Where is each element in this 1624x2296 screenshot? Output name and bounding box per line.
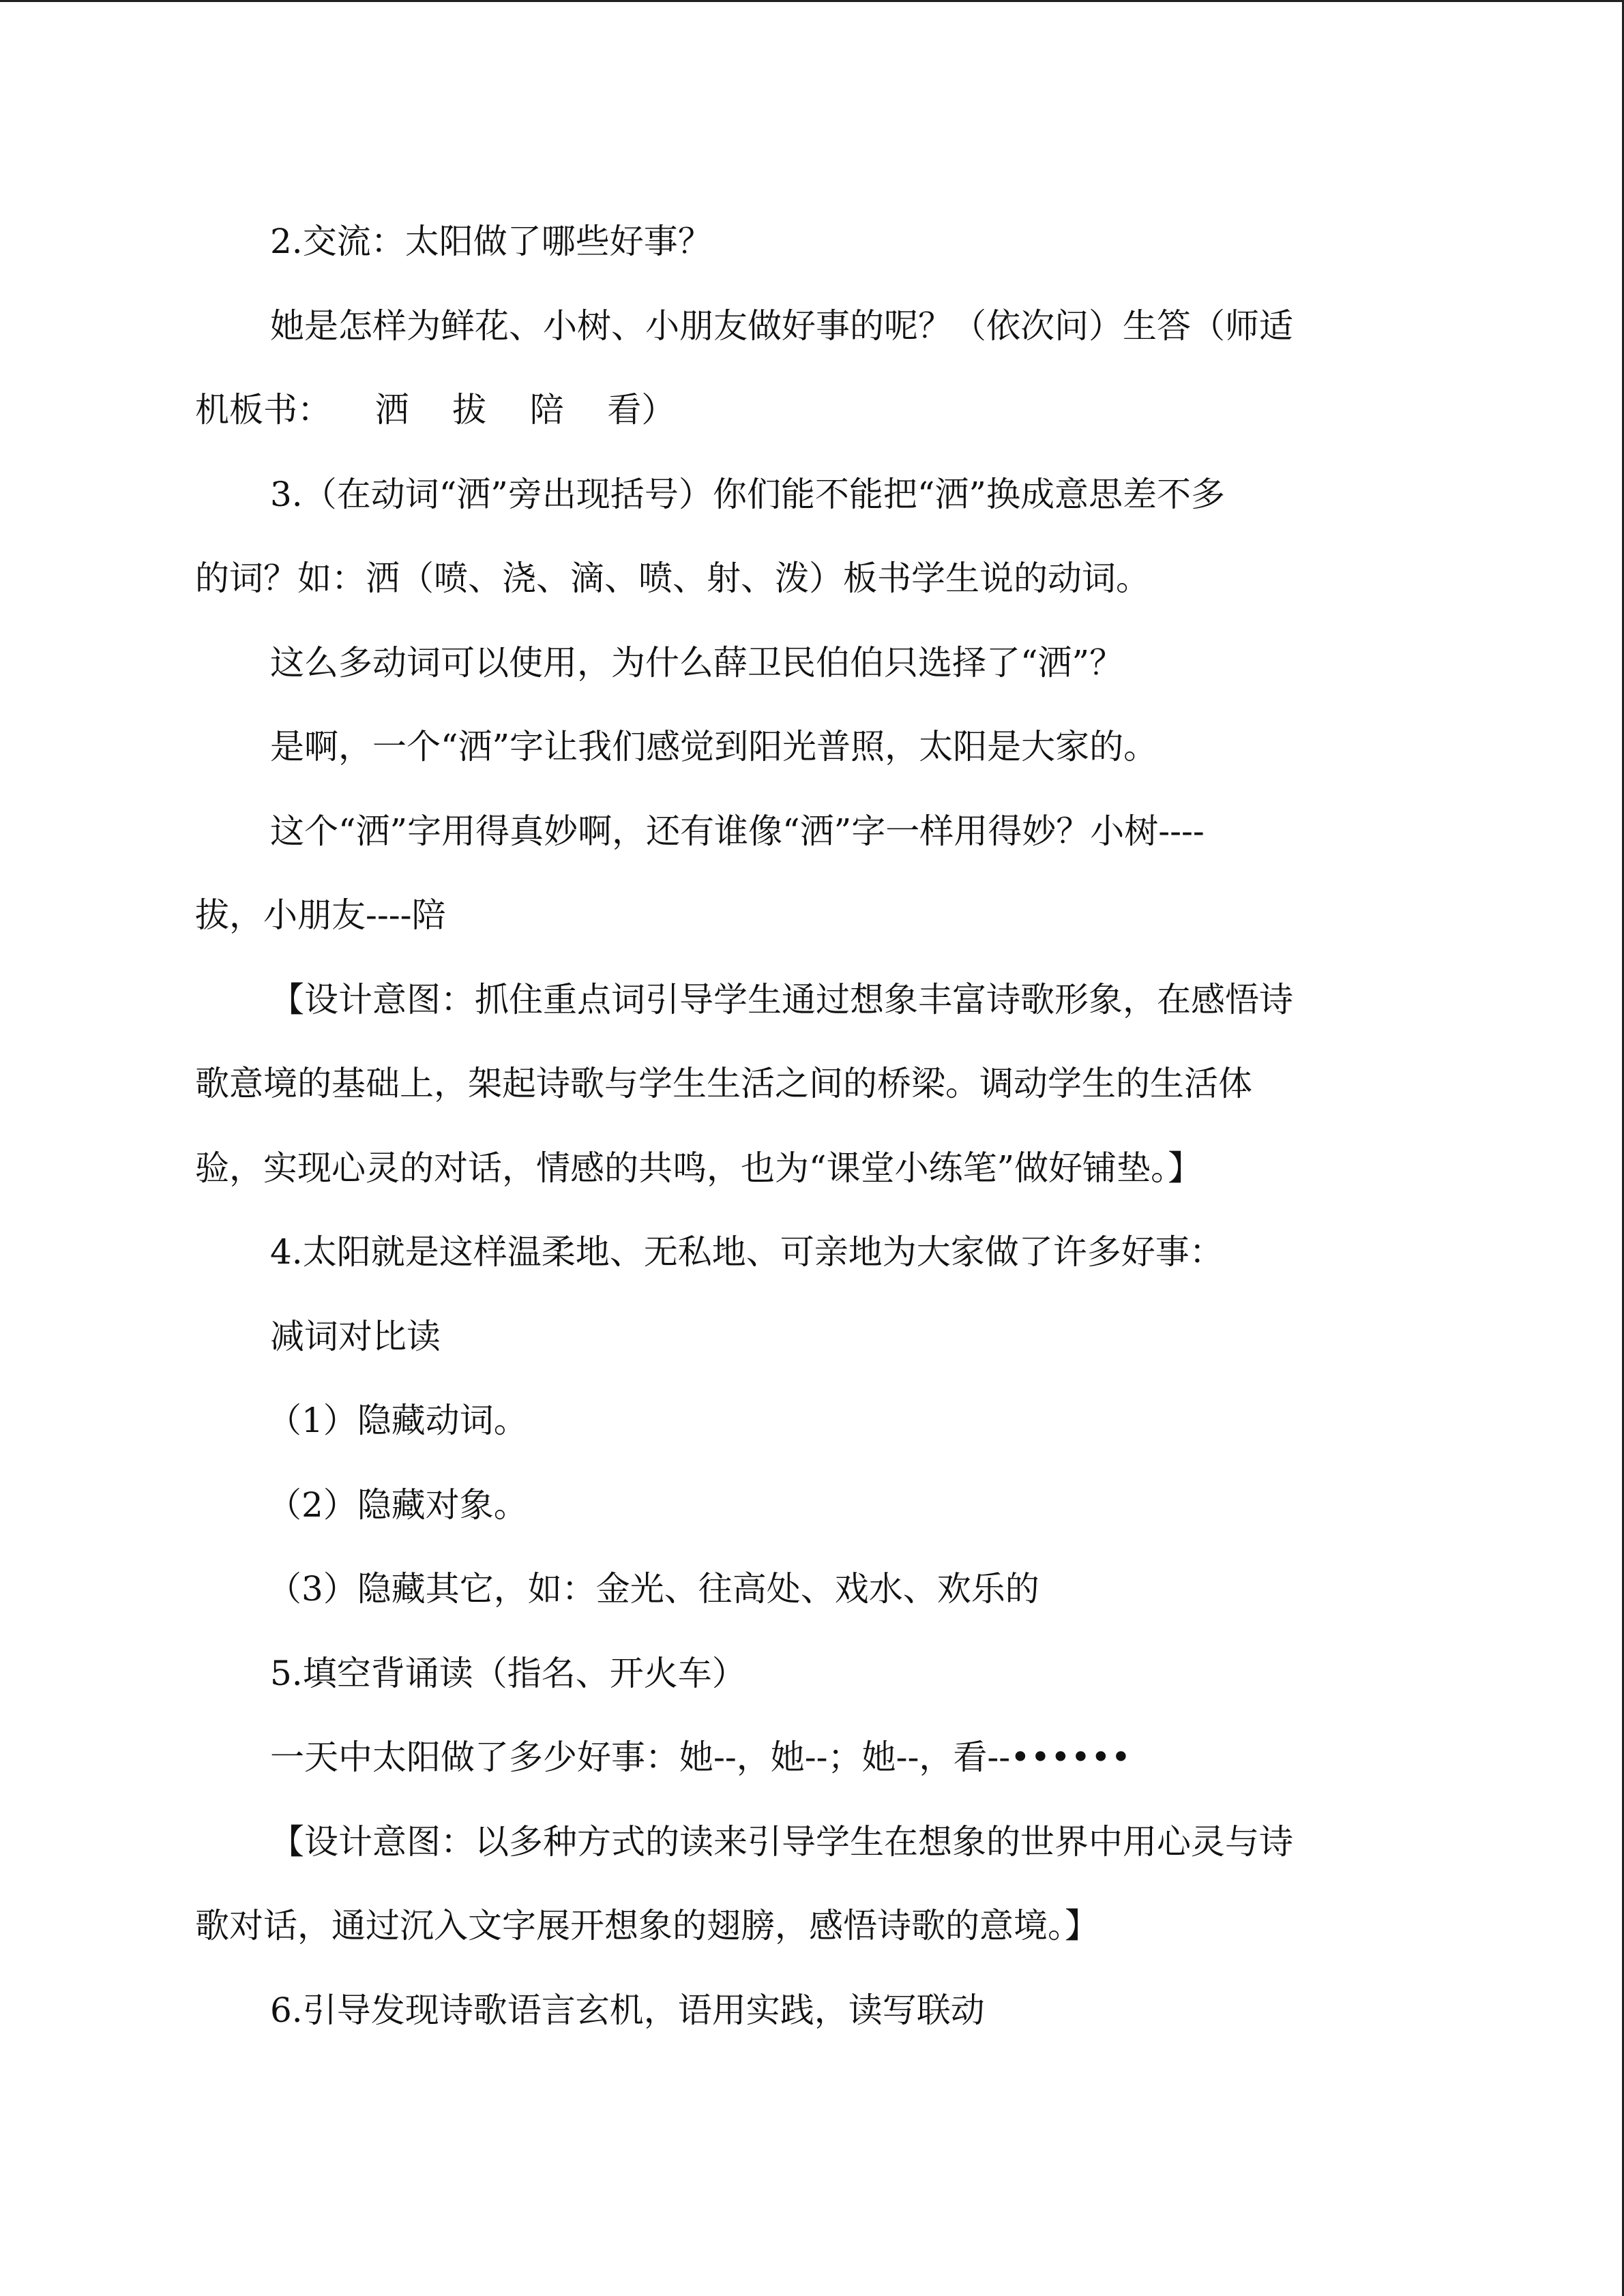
paragraph-line: 的词？如：洒（喷、浇、滴、喷、射、泼）板书学生说的动词。 <box>195 558 1150 598</box>
design-intent-note: 歌对话，通过沉入文字展开想象的翅膀，感悟诗歌的意境。】 <box>195 1906 1099 1945</box>
paragraph-line: 一天中太阳做了多少好事：她--，她--；她--，看--•••••• <box>270 1738 1132 1777</box>
design-intent-note: 歌意境的基础上，架起诗歌与学生生活之间的桥梁。调动学生的生活体 <box>195 1064 1252 1103</box>
paragraph-line: 这个“洒”字用得真妙啊，还有谁像“洒”字一样用得妙？小树---- <box>270 811 1205 851</box>
blackboard-words-line: 机板书： 洒 拔 陪 看） <box>195 390 676 430</box>
paragraph-line: 拔，小朋友----陪 <box>195 895 446 935</box>
list-item: （1）隐藏动词。 <box>267 1401 528 1440</box>
document-body <box>195 200 1430 2053</box>
design-intent-note: 验，实现心灵的对话，情感的共鸣，也为“课堂小练笔”做好铺垫。】 <box>195 1148 1202 1188</box>
paragraph-line: 这么多动词可以使用，为什么薛卫民伯伯只选择了“洒”？ <box>270 642 1124 683</box>
paragraph-line: 是啊，一个“洒”字让我们感觉到阳光普照，太阳是大家的。 <box>270 727 1158 766</box>
paragraph-line: 她是怎样为鲜花、小树、小朋友做好事的呢？（依次问）生答（师适 <box>270 305 1293 346</box>
paragraph-line: 减词对比读 <box>270 1316 441 1356</box>
section-2-heading: 2.交流：太阳做了哪些好事？ <box>270 222 712 261</box>
section-4-heading: 4.太阳就是这样温柔地、无私地、可亲地为大家做了许多好事： <box>270 1232 1224 1272</box>
design-intent-note: 【设计意图：抓住重点词引导学生通过想象丰富诗歌形象，在感悟诗 <box>270 979 1293 1019</box>
design-intent-note: 【设计意图：以多种方式的读来引导学生在想象的世界中用心灵与诗 <box>270 1821 1293 1862</box>
list-item: （2）隐藏对象。 <box>267 1485 528 1525</box>
list-item: （3）隐藏其它，如：金光、往高处、戏水、欢乐的 <box>267 1569 1039 1609</box>
section-6-heading: 6.引导发现诗歌语言玄机，语用实践，读写联动 <box>270 1990 985 2030</box>
section-5-heading: 5.填空背诵读（指名、开火车） <box>270 1653 746 1693</box>
section-3-heading: 3.（在动词“洒”旁出现括号）你们能不能把“洒”换成意思差不多 <box>270 474 1225 514</box>
